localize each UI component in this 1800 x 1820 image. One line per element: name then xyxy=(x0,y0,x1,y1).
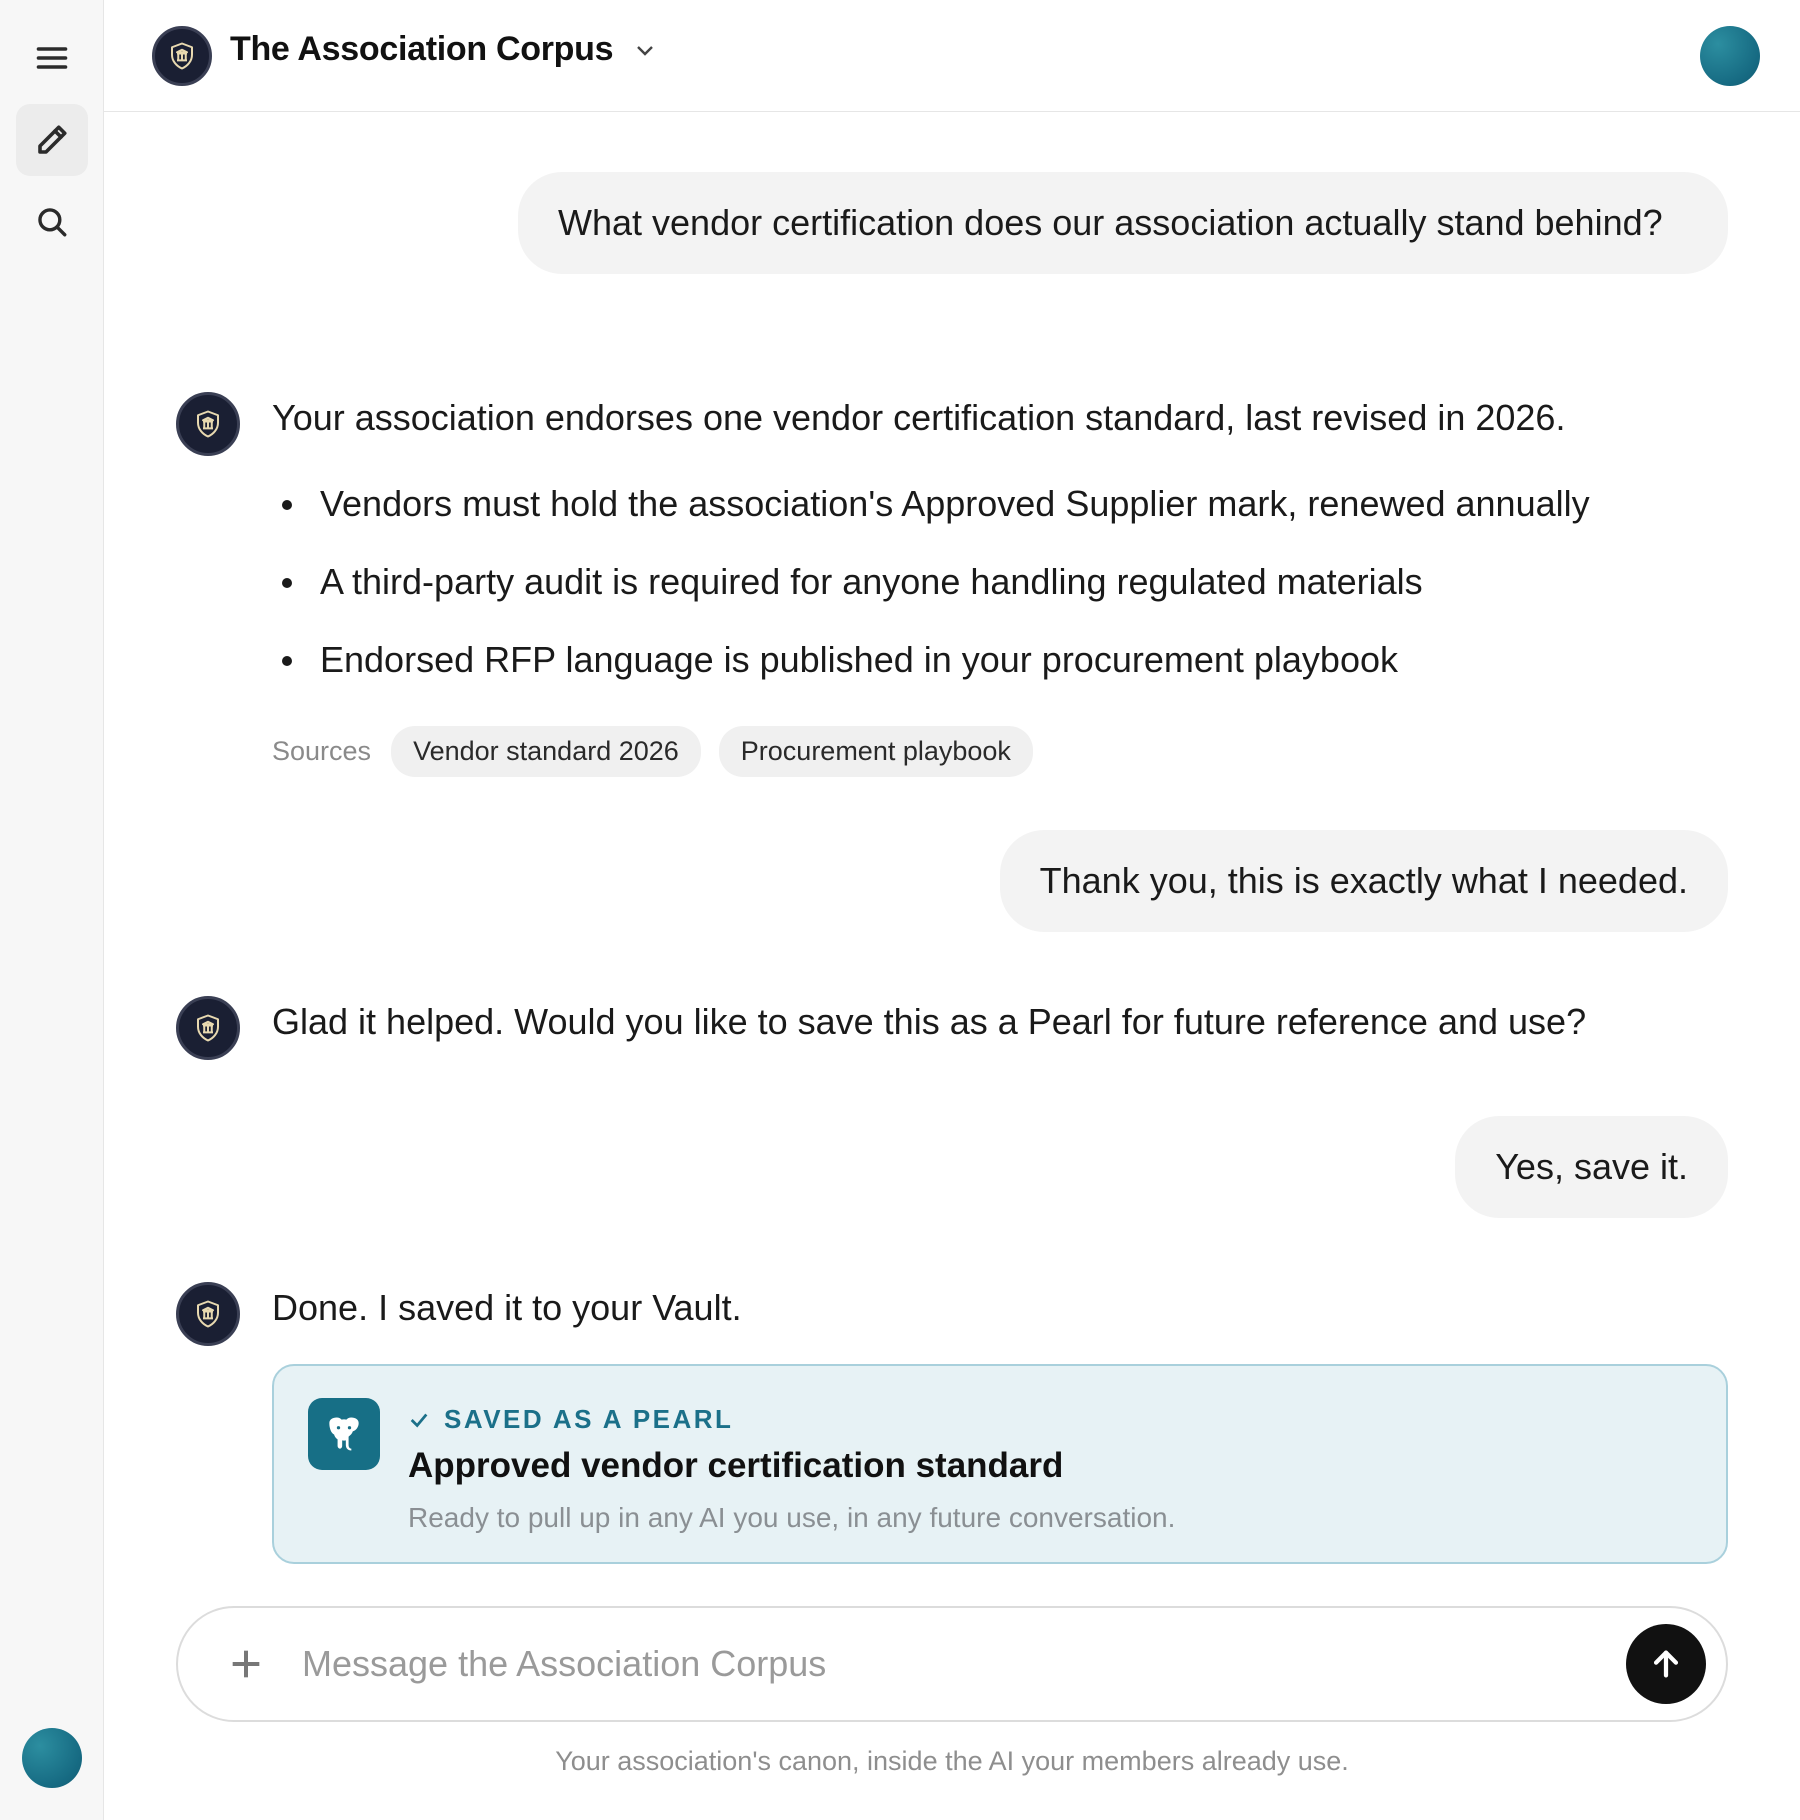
list-item: Vendors must hold the association's Approved Supplier mark, renewed annually xyxy=(272,478,1590,530)
sidebar xyxy=(0,0,104,1820)
assistant-message: Glad it helped. Would you like to save this as a Pearl for future reference and use? xyxy=(272,1001,1587,1042)
saved-pearl-card[interactable] xyxy=(272,1364,1728,1564)
chevron-down-icon xyxy=(633,38,657,62)
shield-bank-icon xyxy=(193,1299,223,1329)
source-chip[interactable]: Procurement playbook xyxy=(719,726,1033,777)
search-icon xyxy=(35,205,69,239)
shield-bank-icon xyxy=(193,1013,223,1043)
elephant-icon xyxy=(322,1412,366,1456)
message-composer xyxy=(176,1606,1728,1722)
menu-icon xyxy=(34,40,70,76)
source-chip[interactable]: Vendor standard 2026 xyxy=(391,726,701,777)
new-chat-pencil-icon xyxy=(34,122,70,158)
assistant-message: Your association endorses one vendor certification standard, last revised in 2026. xyxy=(272,397,1566,438)
pearl-subtitle: Ready to pull up in any AI you use, in any future conversation. xyxy=(408,1502,1176,1533)
corpus-switcher[interactable] xyxy=(230,30,657,69)
sources-label: Sources xyxy=(272,736,372,766)
shield-bank-icon xyxy=(193,409,223,439)
assistant-bullet-list xyxy=(272,478,1590,712)
pearl-status xyxy=(408,1404,733,1435)
send-button[interactable] xyxy=(1626,1624,1706,1704)
assistant-avatar xyxy=(176,1282,240,1346)
assistant-avatar xyxy=(176,392,240,456)
shield-bank-icon xyxy=(167,41,197,71)
list-item: Endorsed RFP language is published in your procurement playbook xyxy=(272,634,1590,686)
plus-icon xyxy=(226,1644,266,1684)
app-title: The Association Corpus xyxy=(230,30,614,68)
search-button[interactable] xyxy=(16,186,88,258)
footer-note: Your association's canon, inside the AI your members already use. xyxy=(555,1746,1349,1776)
pearl-title: Approved vendor certification standard xyxy=(408,1446,1064,1485)
user-avatar[interactable] xyxy=(22,1728,82,1788)
header xyxy=(104,0,1800,112)
list-item: A third-party audit is required for anyone handling regulated materials xyxy=(272,556,1590,608)
assistant-avatar xyxy=(176,996,240,1060)
message-input[interactable] xyxy=(302,1638,1502,1690)
association-logo xyxy=(152,26,212,86)
user-message: Yes, save it. xyxy=(1455,1116,1728,1218)
pearl-status-label: SAVED AS A PEARL xyxy=(444,1404,734,1434)
sources-row xyxy=(272,726,1051,777)
arrow-up-icon xyxy=(1649,1647,1683,1681)
check-icon xyxy=(408,1409,430,1431)
new-chat-button[interactable] xyxy=(16,104,88,176)
pearl-icon xyxy=(308,1398,380,1470)
user-message: Thank you, this is exactly what I needed. xyxy=(1000,830,1728,932)
assistant-message: Done. I saved it to your Vault. xyxy=(272,1287,742,1328)
menu-button[interactable] xyxy=(16,22,88,94)
attach-button[interactable] xyxy=(226,1644,266,1684)
user-message: What vendor certification does our association actually stand behind? xyxy=(518,172,1728,274)
header-avatar[interactable] xyxy=(1700,26,1760,86)
